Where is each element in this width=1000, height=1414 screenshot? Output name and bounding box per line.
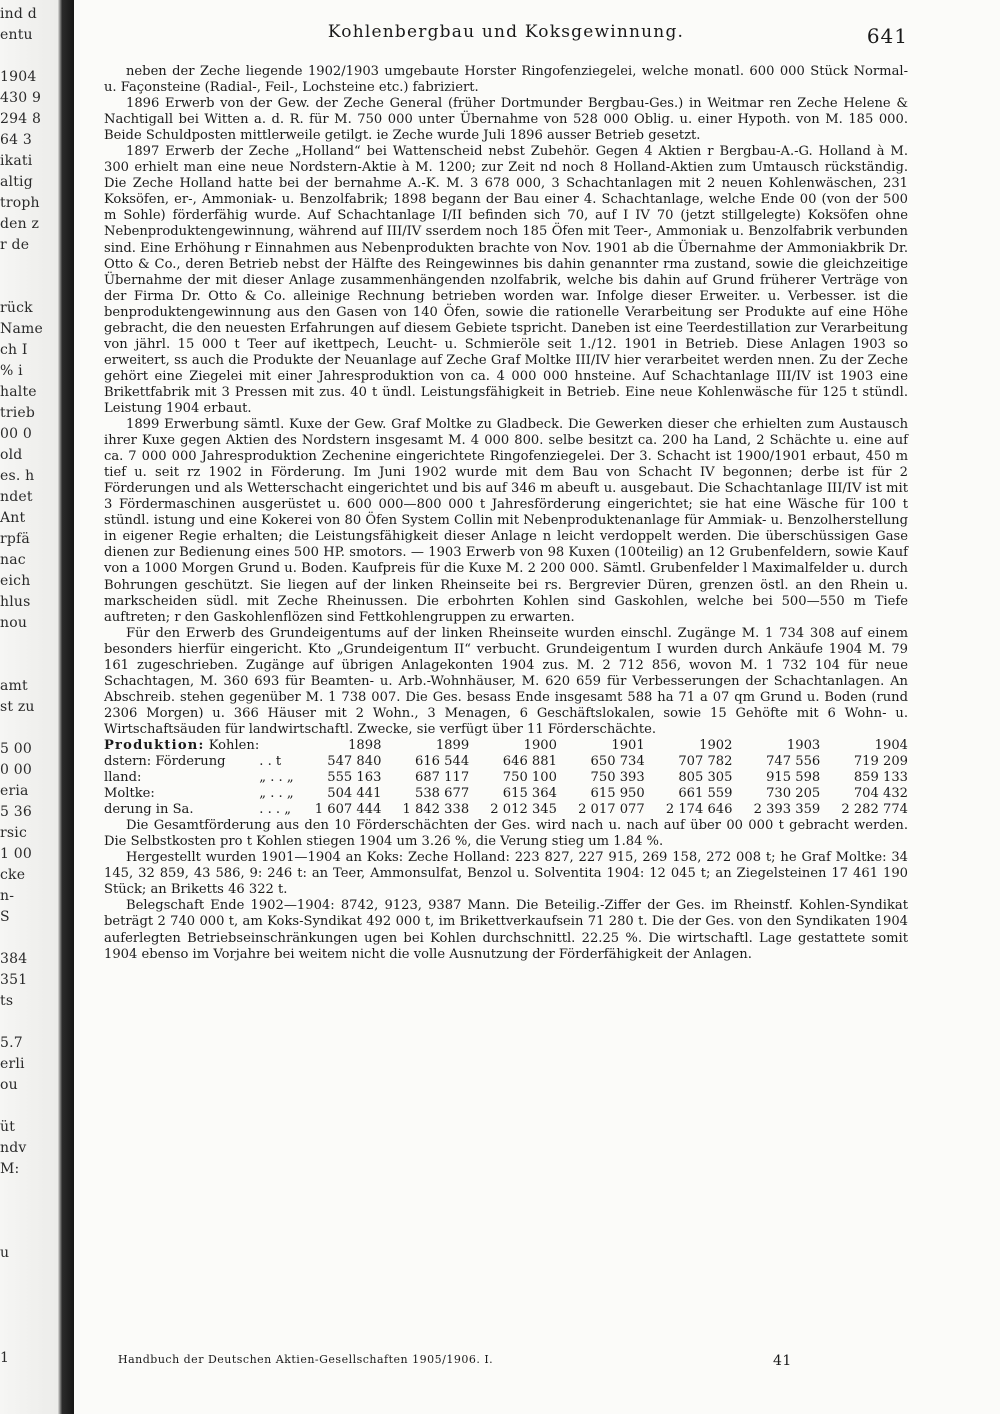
margin-fragment-column <box>0 6 43 1371</box>
table-cell: 2 012 345 <box>490 802 557 818</box>
margin-fragment: nou <box>0 615 28 631</box>
table-row <box>104 786 908 802</box>
table-cell: 859 133 <box>853 770 908 786</box>
paragraph: Für den Erwerb des Grundeigentums auf der linken Rheinseite wurden einschl. Zugänge M. 1 734 308 auf einem besonders hierfür eingericht. Kto „Grundeigentum II“ verbucht. Grundeigentum I wurden durch Ankäufe 1904 M. 79 161 zugeschrieben. Zugänge auf übrigen Anlagekonten 1904 zus. M. 2 712 856, wovon M. 1 732 104 für neue Schachtagen, M. 360 693 für Beamten- u. Arb.-Wohnhäuser, M. 620 659 für Verbesserungen der Schachtanlagen. An Abschreib. stehen gegenüber M. 1 738 007. Die Ges. besass Ende insgesamt 588 ha 71 a 07 qm Grund u. Boden (rund 2306 Morgen) u. 366 Häuser mit 2 Wohn., 3 Menagen, 6 Geschäftslokalen, sowie 15 Gehöfte mit 6 Wohn- u. Wirtschaftsäuden für landwirtschaftl. Zwecke, sie verfügt über 11 Förderschächte. <box>104 625 908 737</box>
production-label: Produktion: <box>104 737 205 753</box>
margin-fragment: 0 00 <box>0 762 32 778</box>
margin-fragment <box>0 636 43 657</box>
margin-fragment <box>0 657 43 678</box>
row-ditto: . . t <box>259 754 282 770</box>
margin-fragment: troph <box>0 195 40 211</box>
table-cell: 616 544 <box>415 754 470 770</box>
table-cell: 2 282 774 <box>841 802 908 818</box>
table-row <box>104 754 908 770</box>
margin-fragment: hlus <box>0 594 31 610</box>
table-cell: 750 100 <box>502 770 557 786</box>
table-cell: 2 174 646 <box>665 802 733 818</box>
year-header: 1900 <box>523 737 557 753</box>
paragraph: neben der Zeche liegende 1902/1903 umgebaute Horster Ringofenziegelei, welche monatl. 600 000 Stück Normal- u. Façonsteine (Radial-, Feil-, Lochsteine etc.) fabriziert. <box>104 64 908 96</box>
margin-fragment: 64 3 <box>0 132 32 148</box>
page-number: 641 <box>866 24 908 48</box>
margin-fragment: ind d <box>0 6 37 22</box>
margin-fragment: rsic <box>0 825 27 841</box>
margin-fragment: 5 00 <box>0 741 32 757</box>
margin-fragment: 430 9 <box>0 90 42 106</box>
margin-fragment: 384 <box>0 951 28 967</box>
margin-fragment: M: <box>0 1161 20 1177</box>
margin-fragment: 00 0 <box>0 426 32 442</box>
margin-fragment <box>0 1224 43 1245</box>
table-cell: 750 393 <box>590 770 645 786</box>
margin-fragment: trieb <box>0 405 36 421</box>
margin-fragment: rück <box>0 300 33 316</box>
signature-mark: 41 <box>773 1353 792 1369</box>
page-header <box>104 20 908 46</box>
paragraph: 1896 Erwerb von der Gew. der Zeche General (früher Dortmunder Bergbau-Ges.) in Weitmar ren Zeche Helene & Nachtigall bei Witten a. d. R. für M. 750 000 unter Übernahme von 528 000 Oblig. u. einer Hypoth. von M. 185 000. Beide Schuldposten mittlerweile getilgt. ie Zeche wurde Juli 1896 ausser Betrieb gesetzt. <box>104 96 908 144</box>
margin-fragment <box>0 1266 43 1287</box>
paragraph: Belegschaft Ende 1902—1904: 8742, 9123, 9387 Mann. Die Beteilig.-Ziffer der Ges. im Rheinstf. Kohlen-Syndikat beträgt 2 740 000 t, am Koks-Syndikat 492 000 t, im Brikettverkaufsein 71 280 t. Die der Ges. von den Syndikaten 1904 auferlegten Betriebseinschränkungen ugen bei Kohlen durchschnittl. 22.25 %. Die wirtschaftl. Lage gestattete somit 1904 ebenso im Vorjahre bei weitem nicht die volle Ausnutzung der Förderfähigkeit der Anlagen. <box>104 898 908 962</box>
row-ditto: . . . „ <box>259 802 292 818</box>
table-cell: 2 393 359 <box>753 802 821 818</box>
row-label: dstern: Förderung <box>104 754 226 770</box>
page-footer <box>118 1353 908 1373</box>
margin-fragment <box>0 720 43 741</box>
margin-fragment <box>0 48 43 69</box>
margin-fragment <box>0 258 43 279</box>
margin-fragment: 351 <box>0 972 28 988</box>
margin-fragment: S <box>0 909 10 925</box>
paragraph: Hergestellt wurden 1901—1904 an Koks: Zeche Holland: 223 827, 227 915, 269 158, 272 008 t; he Graf Moltke: 34 145, 32 859, 43 586, 9: 246 t: an Teer, Ammonsulfat, Benzol u. Solventita 1904: 12 045 t; an Ziegelsteinen 17 461 190 Stück; an Briketts 46 322 t. <box>104 850 908 898</box>
table-cell: 538 677 <box>415 786 470 802</box>
table-cell: 805 305 <box>678 770 733 786</box>
table-cell: 555 163 <box>327 770 382 786</box>
margin-fragment: eria <box>0 783 29 799</box>
margin-fragment: eich <box>0 573 31 589</box>
table-cell: 646 881 <box>502 754 557 770</box>
margin-fragment <box>0 930 43 951</box>
margin-fragment: % i <box>0 363 23 379</box>
row-label: derung in Sa. <box>104 802 194 818</box>
table-cell: 2 017 077 <box>578 802 645 818</box>
margin-fragment: ndet <box>0 489 33 505</box>
body-text <box>104 64 908 963</box>
running-title: Kohlenbergbau und Koksgewinnung. <box>327 22 685 42</box>
table-cell: 719 209 <box>853 754 908 770</box>
margin-fragment: es. h <box>0 468 35 484</box>
margin-fragment: old <box>0 447 23 463</box>
margin-fragment: ch I <box>0 342 28 358</box>
margin-fragment <box>0 1182 43 1203</box>
year-header: 1899 <box>435 737 470 753</box>
production-unit-label: Kohlen: <box>208 737 260 753</box>
table-cell: 704 432 <box>853 786 908 802</box>
margin-fragment <box>0 1203 43 1224</box>
table-cell: 707 782 <box>678 754 733 770</box>
margin-fragment: ts <box>0 993 14 1009</box>
margin-fragment: 1904 <box>0 69 37 85</box>
table-cell: 504 441 <box>327 786 382 802</box>
paragraph: 1897 Erwerb der Zeche „Holland“ bei Wattenscheid nebst Zubehör. Gegen 4 Aktien r Bergbau-A.-G. Holland à M. 300 erhielt man eine neue Nordstern-Aktie à M. 1200; zur Zeit nd noch 8 Holland-Aktien zum Umtausch rückständig. Die Zeche Holland hatte bei der bernahme A.-K. M. 3 678 000, 3 Schachtanlagen mit 2 neuen Kohlenwäschen, 231 Koksöfen, er-, Ammoniak- u. Benzolfabrik; 1898 begann der Bau einer 4. Schachtanlage, welche Ende 00 (von der 500 m Sohle) förderfähig wurde. Auf Schachtanlage I/II befinden sich 70, auf I IV 70 (jetzt stillgelegte) Koksöfen ohne Nebenproduktengewinnung, während auf III/IV sserdem noch 185 Öfen mit Teer-, Ammoniak u. Benzolfabrik verbunden sind. Eine Erhöhung r Einnahmen aus Nebenprodukten brachte von Nov. 1901 ab die Übernahme der Ammoniakbrik Dr. Otto & Co., deren Betrieb nebst der Hälfte des Reingewinnes bis dahin genannter rma zustand, sowie die gleichzeitige Übernahme der mit dieser Anlage zusammenhängenden nzolfabrik, welche bis dahin auf Grund früherer Verträge von der Firma Dr. Otto & Co. alleinige Rechnung betrieben worden war. Infolge dieser Erweiter. u. Verbesser. ist die benproduktengewinnung aus den Gasen von 140 Öfen, sowie die rationelle Verarbeitung ser Produkte auf eine Höhe gebracht, die den neuesten Erfahrungen auf diesem Gebiete tspricht. Daneben ist eine Teerdestillation zur Verarbeitung von jährl. 15 000 t Teer auf ikettpech, Leucht- u. Schmieröle seit 1./12. 1901 in Betrieb. Diese Anlagen 1903 so erweitert, ss auch die Produkte der Neuanlage auf Zeche Graf Moltke III/IV hier verarbeitet werden nnen. Zu der Zeche gehört eine Ziegelei mit einer Jahresproduktion von ca. 4 000 000 hnsteine. Auf Schachtanlage III/IV ist 1903 eine Brikettfabrik mit 3 Pressen mit zus. 40 t ündl. Leistungsfähigkeit in Betrieb. Eine neue Kohlenwäsche für 125 t stündl. Leistung 1904 erbaut. <box>104 144 908 416</box>
margin-fragment: entu <box>0 27 33 43</box>
margin-fragment: ikati <box>0 153 33 169</box>
margin-fragment: Name <box>0 321 43 337</box>
margin-fragment: 294 8 <box>0 111 42 127</box>
row-ditto: „ . . „ <box>259 770 294 786</box>
margin-fragment: u <box>0 1245 10 1261</box>
footer-source: Handbuch der Deutschen Aktien-Gesellschaften 1905/1906. I. <box>118 1353 494 1366</box>
table-cell: 687 117 <box>415 770 470 786</box>
table-row-total <box>104 802 908 818</box>
margin-fragment: Ant <box>0 510 26 526</box>
margin-fragment <box>0 1287 43 1308</box>
margin-fragment: ndv <box>0 1140 27 1156</box>
table-cell: 661 559 <box>678 786 733 802</box>
table-row <box>104 770 908 786</box>
margin-fragment: rpfä <box>0 531 30 547</box>
margin-fragment: cke <box>0 867 26 883</box>
margin-fragment: üt <box>0 1119 16 1135</box>
margin-fragment: erli <box>0 1056 25 1072</box>
main-column <box>104 20 908 963</box>
margin-fragment: ou <box>0 1077 18 1093</box>
margin-fragment: 1 00 <box>0 846 32 862</box>
margin-fragment: n- <box>0 888 15 904</box>
margin-fragment <box>0 1329 43 1350</box>
margin-fragment <box>0 1098 43 1119</box>
paragraph: 1899 Erwerbung sämtl. Kuxe der Gew. Graf Moltke zu Gladbeck. Die Gewerken dieser che erhielten zum Austausch ihrer Kuxe gegen Aktien des Nordstern insgesamt M. 4 000 800. selbe besitzt ca. 200 ha Land, 2 Schächte u. eine auf ca. 7 000 000 Jahresproduktion Zechenine eingerichtete Ringofenziegelei. Der 3. Schacht ist 1900/1901 erbaut, 450 m tief u. seit rz 1902 in Förderung. Im Juni 1902 wurde mit dem Bau von Schacht IV begonnen; derbe ist für 2 Förderungen und als Wetterschacht eingerichtet und bis auf 346 m abeuft u. ausgebaut. Die Schachtanlage III/IV ist mit 3 Fördermaschinen ausgerüstet u. 600 000—800 000 t Jahresförderung eingerichtet; sie hat eine Wäsche für 100 t stündl. istung und eine Kokerei von 80 Öfen System Collin mit Nebenproduktenanlage für Ammiak- u. Benzolherstellung in eigener Regie erhalten; die Leistungsfähigkeit dieser Anlage n leicht verdoppelt werden. Die überschüssigen Gase dienen zur Bedienung eines 500 HP. smotors. — 1903 Erwerb von 98 Kuxen (100teilig) an 12 Grubenfeldern, sowie Kauf von a 1000 Morgen Grund u. Boden. Kaufpreis für die Kuxe M. 2 200 000. Sämtl. Grubenfelder l Maximalfelder u. durch Bohrungen geschützt. Sie liegen auf der linken Rheinseite bei rs. Bergrevier Düren, grenzen östl. an den Rhein u. markscheiden südl. mit Zeche Rheinussen. Die erbohrten Kohlen sind Gaskohlen, welche bei 500—550 m Tiefe auftreten; r den Gaskohlenflözen sind Fettkohlengruppen zu erwarten. <box>104 417 908 625</box>
table-cell: 615 364 <box>502 786 557 802</box>
row-label: Moltke: <box>104 786 155 802</box>
table-cell: 1 842 338 <box>402 802 470 818</box>
margin-fragment: 5.7 <box>0 1035 23 1051</box>
margin-fragment <box>0 279 43 300</box>
table-cell: 650 734 <box>590 754 645 770</box>
margin-fragment: 1 <box>0 1350 10 1366</box>
margin-fragment: amt <box>0 678 28 694</box>
row-ditto: „ . . „ <box>259 786 294 802</box>
year-header: 1902 <box>699 737 733 753</box>
year-header: 1901 <box>611 737 645 753</box>
margin-fragment: 5 36 <box>0 804 32 820</box>
margin-fragment: halte <box>0 384 37 400</box>
margin-fragment <box>0 1014 43 1035</box>
table-cell: 1 607 444 <box>314 802 382 818</box>
production-table <box>104 738 908 818</box>
table-cell: 747 556 <box>766 754 821 770</box>
year-header: 1898 <box>348 737 382 753</box>
table-cell: 915 598 <box>766 770 821 786</box>
margin-fragment <box>0 1308 43 1329</box>
row-label: lland: <box>104 770 142 786</box>
margin-fragment: den z <box>0 216 40 232</box>
production-header-row <box>104 738 908 754</box>
table-cell: 730 205 <box>766 786 821 802</box>
year-header: 1904 <box>874 737 908 753</box>
paragraph: Die Gesamtförderung aus den 10 Förderschächten der Ges. wird nach u. nach auf über 00 000 t gebracht werden. Die Selbstkosten pro t Kohlen stiegen 1904 um 3.26 %, die Verung stieg um 1.84 %. <box>104 818 908 850</box>
table-cell: 547 840 <box>327 754 382 770</box>
margin-fragment: altig <box>0 174 33 190</box>
year-header: 1903 <box>786 737 821 753</box>
margin-fragment: r de <box>0 237 30 253</box>
left-page-gutter <box>0 0 74 1414</box>
margin-fragment: nac <box>0 552 26 568</box>
margin-fragment: st zu <box>0 699 35 715</box>
table-cell: 615 950 <box>590 786 645 802</box>
production-label-cell <box>104 738 259 754</box>
